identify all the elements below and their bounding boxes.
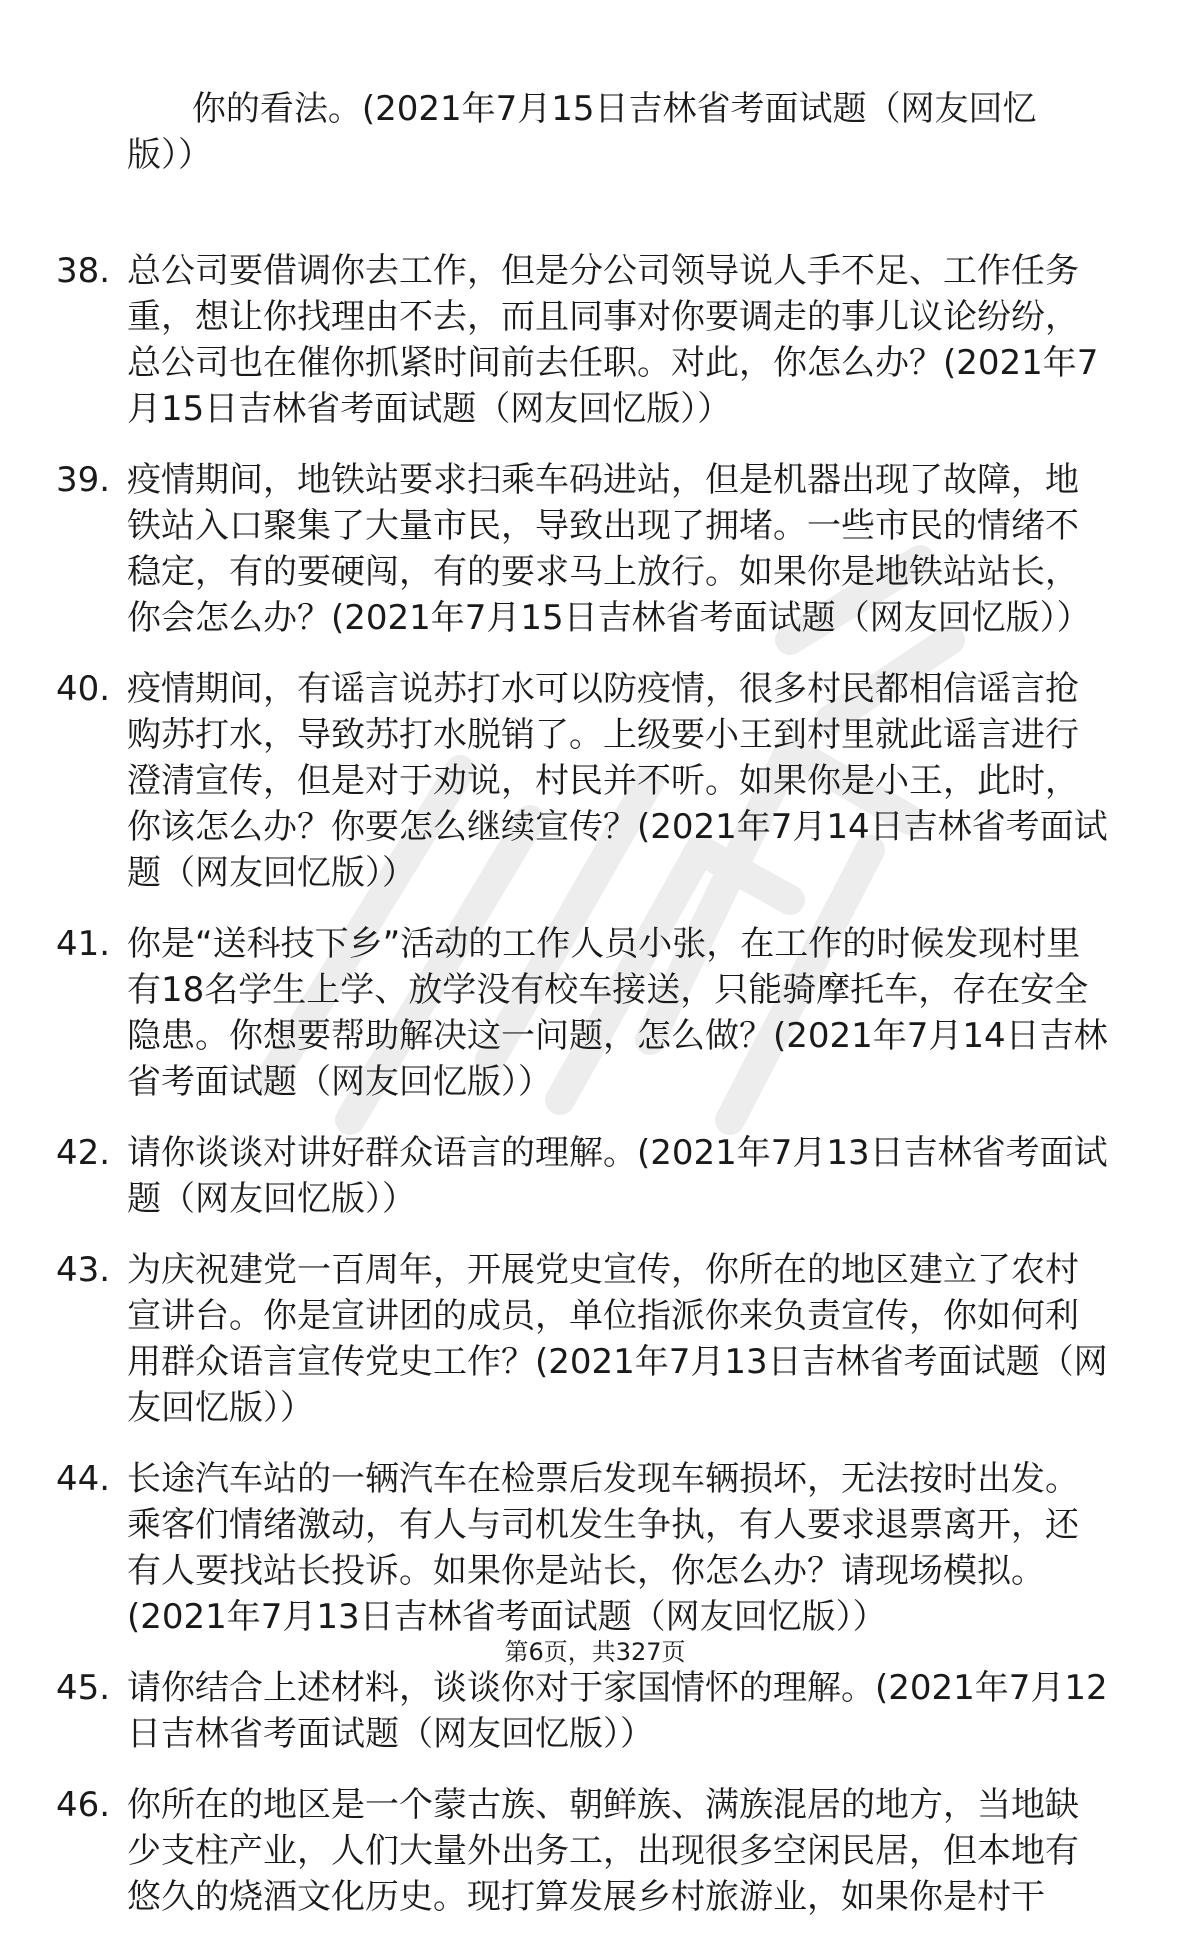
question-line: 请你结合上述材料，谈谈你对于家国情怀的理解。(2021年7月12	[127, 1668, 1108, 1708]
question-line: 乘客们情绪激动，有人与司机发生争执，有人要求退票离开，还	[127, 1505, 1079, 1545]
question-line: 你会怎么办？(2021年7月15日吉林省考面试题（网友回忆版））	[127, 598, 1091, 638]
question-item	[0, 1456, 1190, 1640]
question-line: 用群众语言宣传党史工作？(2021年7月13日吉林省考面试题（网	[127, 1342, 1108, 1382]
question-item	[0, 1665, 1190, 1757]
question-line: 题（网友回忆版））	[127, 853, 416, 893]
question-line: 你该怎么办？你要怎么继续宣传？(2021年7月14日吉林省考面试	[127, 807, 1108, 847]
question-line: (2021年7月13日吉林省考面试题（网友回忆版））	[127, 1597, 887, 1637]
question-line: 你所在的地区是一个蒙古族、朝鲜族、满族混居的地方，当地缺	[127, 1785, 1079, 1825]
question-number: 42.	[56, 1133, 111, 1173]
question-line: 疫情期间，有谣言说苏打水可以防疫情，很多村民都相信谣言抢	[127, 669, 1079, 709]
question-line: 题（网友回忆版））	[127, 1179, 416, 1219]
question-line: 总公司要借调你去工作，但是分公司领导说人手不足、工作任务	[127, 251, 1079, 291]
question-item	[0, 921, 1190, 1105]
question-line: 月15日吉林省考面试题（网友回忆版））	[127, 389, 732, 429]
question-item	[0, 457, 1190, 641]
question-line: 澄清宣传，但是对于劝说，村民并不听。如果你是小王，此时，	[127, 761, 1079, 801]
question-number: 44.	[56, 1459, 111, 1499]
continuation-line: 你的看法。(2021年7月15日吉林省考面试题（网友回忆版））	[127, 89, 1037, 175]
question-number: 40.	[56, 669, 111, 709]
question-list	[0, 248, 1190, 1920]
question-line: 为庆祝建党一百周年，开展党史宣传，你所在的地区建立了农村	[127, 1250, 1079, 1290]
question-item	[0, 666, 1190, 896]
question-line: 你是“送科技下乡”活动的工作人员小张，在工作的时候发现村里	[127, 924, 1081, 964]
question-line: 宣讲台。你是宣讲团的成员，单位指派你来负责宣传，你如何利	[127, 1296, 1079, 1336]
question-line: 疫情期间，地铁站要求扫乘车码进站，但是机器出现了故障，地	[127, 460, 1079, 500]
question-item	[0, 1130, 1190, 1222]
question-number: 39.	[56, 460, 111, 500]
question-line: 隐患。你想要帮助解决这一问题，怎么做？(2021年7月14日吉林	[127, 1016, 1108, 1056]
question-item	[0, 1247, 1190, 1431]
continuation-text	[127, 40, 1117, 224]
question-number: 41.	[56, 924, 111, 964]
page-number-label: 第6页，共327页	[504, 1638, 686, 1666]
question-line: 有18名学生上学、放学没有校车接送，只能骑摩托车，存在安全	[127, 970, 1089, 1010]
question-line: 省考面试题（网友回忆版））	[127, 1062, 552, 1102]
question-number: 38.	[56, 251, 111, 291]
page-footer	[0, 1637, 1190, 1667]
question-line: 少支柱产业，人们大量外出务工，出现很多空闲民居，但本地有	[127, 1831, 1079, 1871]
question-item	[0, 248, 1190, 432]
question-line: 长途汽车站的一辆汽车在检票后发现车辆损坏，无法按时出发。	[127, 1459, 1079, 1499]
question-line: 铁站入口聚集了大量市民，导致出现了拥堵。一些市民的情绪不	[127, 506, 1079, 546]
question-line: 重，想让你找理由不去，而且同事对你要调走的事儿议论纷纷，	[127, 297, 1079, 337]
question-line: 有人要找站长投诉。如果你是站长，你怎么办？请现场模拟。	[127, 1551, 1045, 1591]
question-line: 请你谈谈对讲好群众语言的理解。(2021年7月13日吉林省考面试	[127, 1133, 1108, 1173]
question-line: 总公司也在催你抓紧时间前去任职。对此，你怎么办？(2021年7	[127, 343, 1099, 383]
question-number: 46.	[56, 1785, 111, 1825]
question-line: 购苏打水，导致苏打水脱销了。上级要小王到村里就此谣言进行	[127, 715, 1079, 755]
question-line: 稳定，有的要硬闯，有的要求马上放行。如果你是地铁站站长，	[127, 552, 1079, 592]
question-line: 友回忆版））	[127, 1388, 314, 1428]
question-line: 悠久的烧酒文化历史。现打算发展乡村旅游业，如果你是村干	[127, 1877, 1045, 1917]
question-item	[0, 1782, 1190, 1920]
question-number: 45.	[56, 1668, 111, 1708]
question-line: 日吉林省考面试题（网友回忆版））	[127, 1714, 654, 1754]
question-number: 43.	[56, 1250, 111, 1290]
